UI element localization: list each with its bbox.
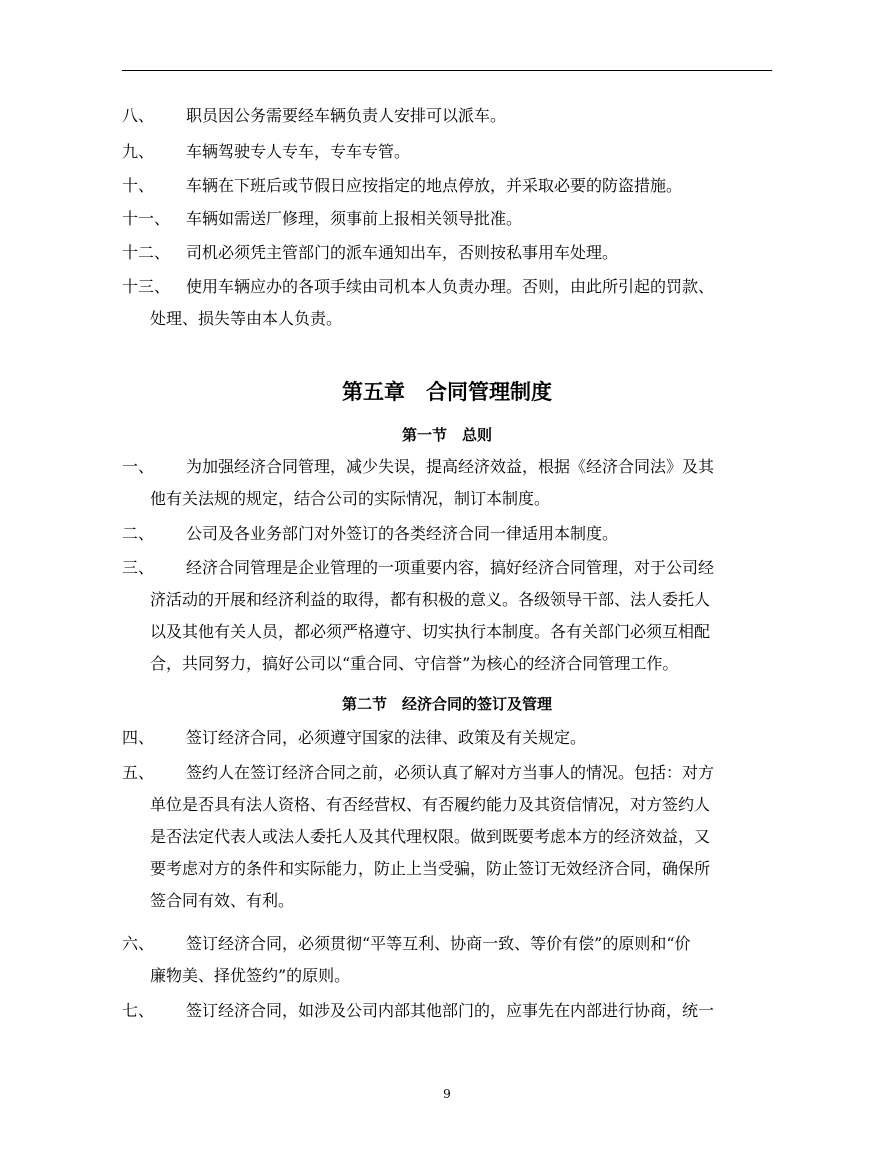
item-text: 要考虑对方的条件和实际能力，防止上当受骗，防止签订无效经济合同，确保所 [150,859,711,878]
list-item [122,451,772,515]
item-number: 十二、 [122,243,171,262]
item-text: 以及其他有关人员，都必须严格遵守、切实执行本制度。各有关部门必须互相配 [150,622,711,641]
list-item [122,271,772,335]
list-item [122,100,772,132]
item-text: 职员因公务需要经车辆负责人安排可以派车。 [186,106,507,125]
item-text: 他有关法规的规定，结合公司的实际情况，制订本制度。 [150,489,551,508]
item-number: 十、 [122,176,155,195]
list-item [122,237,772,269]
list-item [122,928,772,992]
item-text: 廉物美、择优签约”的原则。 [150,966,351,985]
item-number: 二、 [122,524,155,543]
item-text: 司机必须凭主管部门的派车通知出车，否则按私事用车处理。 [186,243,619,262]
item-text: 签订经济合同，必须遵守国家的法律、政策及有关规定。 [186,728,587,747]
item-text: 合，共同努力，搞好公司以“重合同、守信誉”为核心的经济合同管理工作。 [150,654,679,673]
item-text: 为加强经济合同管理，减少失误，提高经济效益，根据《经济合同法》及其 [186,457,715,476]
section-title: 第二节 经济合同的签订及管理 [341,695,552,713]
chapter-title: 第五章 合同管理制度 [342,379,552,404]
item-number: 九、 [122,142,155,161]
page-number: 9 [443,1087,451,1101]
list-item [122,722,772,754]
item-number: 十一、 [122,209,171,228]
item-number: 六、 [122,934,155,953]
header-rule [122,70,772,71]
list-item [122,170,772,202]
item-number: 五、 [122,763,155,782]
list-item [122,757,772,917]
item-text: 签订经济合同，如涉及公司内部其他部门的，应事先在内部进行协商，统一 [186,1001,715,1020]
list-item [122,552,772,680]
item-text: 使用车辆应办的各项手续由司机本人负责办理。否则，由此所引起的罚款、 [186,277,715,296]
item-number: 四、 [122,728,155,747]
item-text: 车辆驾驶专人专车，专车专管。 [186,142,411,161]
item-number: 三、 [122,558,155,577]
item-text: 处理、损失等由本人负责。 [150,309,343,328]
list-item [122,995,772,1027]
item-text: 签约人在签订经济合同之前，必须认真了解对方当事人的情况。包括：对方 [186,763,715,782]
list-item [122,518,772,550]
item-text: 车辆如需送厂修理，须事前上报相关领导批准。 [186,209,523,228]
item-text: 签合同有效、有利。 [150,891,295,910]
list-item [122,136,772,168]
item-number: 十三、 [122,277,171,296]
list-item [122,203,772,235]
item-text: 公司及各业务部门对外签订的各类经济合同一律适用本制度。 [186,524,619,543]
section-title: 第一节 总则 [401,426,492,444]
item-text: 经济合同管理是企业管理的一项重要内容，搞好经济合同管理，对于公司经 [186,558,715,577]
item-text: 济活动的开展和经济利益的取得，都有积极的意义。各级领导干部、法人委托人 [150,590,711,609]
item-text: 单位是否具有法人资格、有否经营权、有否履约能力及其资信情况，对方签约人 [150,795,711,814]
item-number: 七、 [122,1001,155,1020]
item-text: 车辆在下班后或节假日应按指定的地点停放，并采取必要的防盗措施。 [186,176,683,195]
item-number: 一、 [122,457,155,476]
item-text: 签订经济合同，必须贯彻“平等互利、协商一致、等价有偿”的原则和“价 [186,934,691,953]
item-text: 是否法定代表人或法人委托人及其代理权限。做到既要考虑本方的经济效益，又 [150,827,711,846]
item-number: 八、 [122,106,155,125]
